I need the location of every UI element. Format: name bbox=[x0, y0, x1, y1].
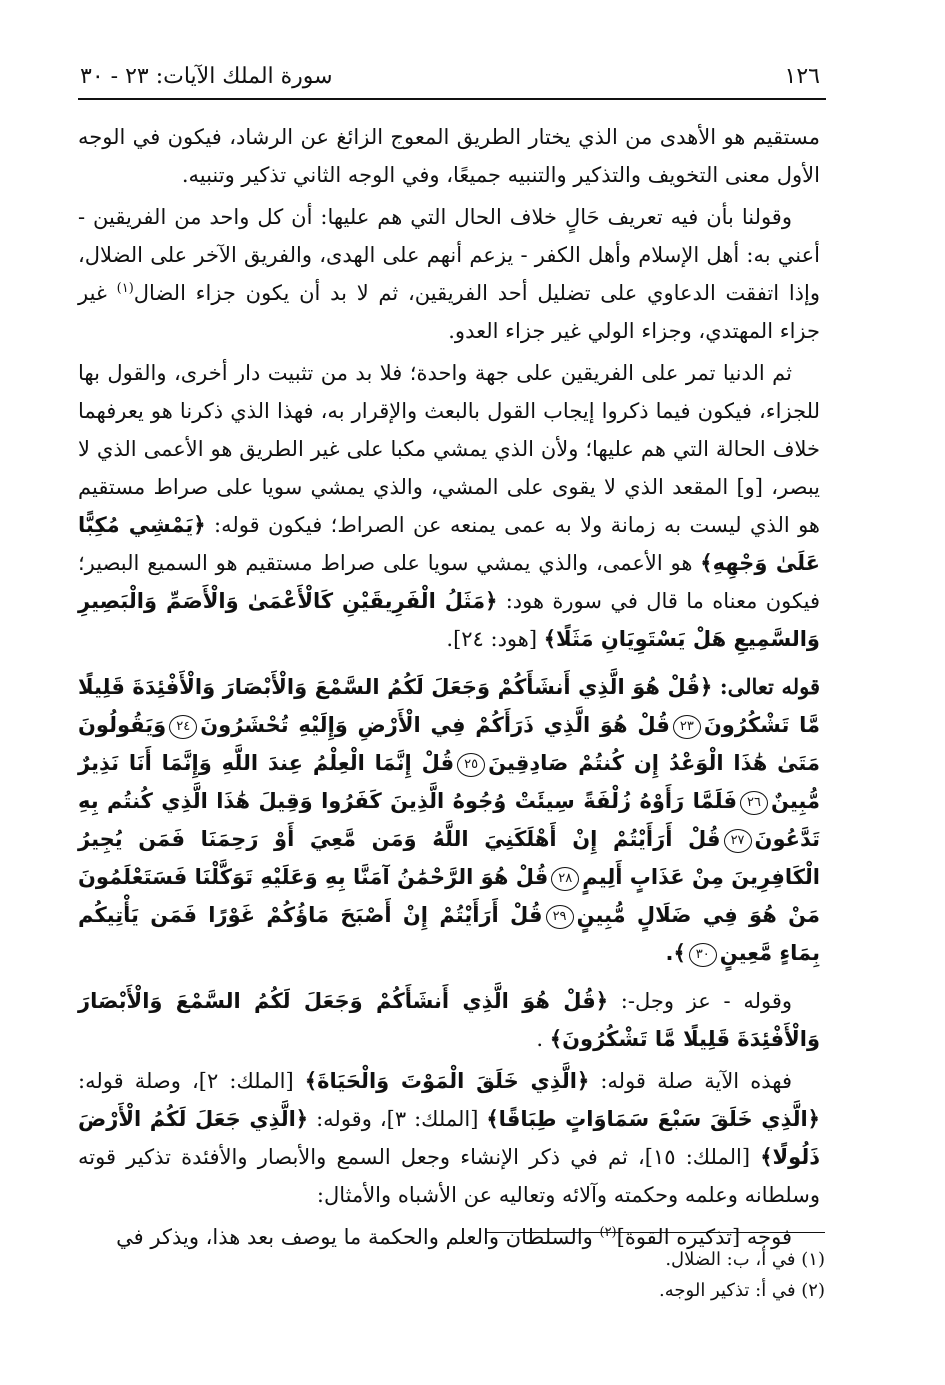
quran-quote: ﴿الَّذِي جَعَلَ لَكُمُ الْأَرْضَ ذَلُولًا﴾ bbox=[78, 1107, 820, 1169]
ayah-number-marker: ٢٧ bbox=[724, 829, 752, 853]
paragraph-3 bbox=[78, 354, 820, 658]
header-rule bbox=[78, 98, 826, 100]
page-header bbox=[80, 58, 820, 94]
quran-verse: قُلْ هُوَ الرَّحْمَٰنُ آمَنَّا بِهِ وَعَلَيْهِ تَوَكَّلْنَا فَسَتَعْلَمُونَ مَنْ هُوَ فِي ضَلَالٍ مُّبِينٍ bbox=[78, 865, 820, 927]
ayah-number-marker: ٢٤ bbox=[169, 715, 197, 739]
quran-reference: [الملك: ٢]، وصلة قوله: bbox=[78, 1069, 305, 1093]
ayah-number-marker: ٢٩ bbox=[546, 905, 574, 929]
paragraph-text: [الملك: ١٥]، ثم في ذكر الإنشاء وجعل السمع والأبصار والأفئدة تذكير قوته وسلطانه وعلمه وحكمته وآلائه وتعاليه عن الأشباه والأمثال: bbox=[78, 1145, 820, 1207]
verse-heading: قوله تعالى: bbox=[712, 674, 820, 699]
footnotes bbox=[125, 1244, 825, 1306]
running-title: سورة الملك الآيات: ٢٣ - ٣٠ bbox=[80, 63, 333, 89]
paragraph-text: والسلطان والعلم والحكمة ما يوصف بعد هذا، ويذكر في bbox=[116, 1225, 600, 1249]
quran-quote: ﴿قُلْ هُوَ الَّذِي أَنشَأَكُمْ وَجَعَلَ لَكُمُ السَّمْعَ وَالْأَبْصَارَ وَالْأَفْئِدَةَ قَلِيلًا مَّا تَشْكُرُونَ﴾ bbox=[78, 989, 820, 1051]
ayah-number-marker: ٢٣ bbox=[673, 715, 701, 739]
quran-verse: وَيَقُولُونَ مَتَىٰ هَٰذَا الْوَعْدُ إِن كُنتُمْ صَادِقِينَ bbox=[78, 713, 820, 775]
footnote-1: (١) في أ، ب: الضلال. bbox=[665, 1249, 825, 1270]
quran-verse: قُلْ أَرَأَيْتُمْ إِنْ أَصْبَحَ مَاؤُكُمْ غَوْرًا فَمَن يَأْتِيكُم بِمَاءٍ مَّعِينٍ bbox=[78, 903, 820, 965]
paragraph-text: مستقيم هو الأهدى من الذي يختار الطريق المعوج الزائغ عن الرشاد، فيكون في الوجه الأول معنى التخويف والتذكير والتنبيه جميعًا، وفي الوجه الثاني تذكير وتنبيه. bbox=[78, 125, 820, 187]
paragraph-verses bbox=[78, 668, 820, 972]
quran-verse: ﴿قُلْ هُوَ الَّذِي أَنشَأَكُمْ وَجَعَلَ لَكُمُ السَّمْعَ وَالْأَبْصَارَ وَالْأَفْئِدَةَ قَلِيلًا مَّا تَشْكُرُونَ bbox=[78, 675, 820, 737]
quran-reference: [هود: ٢٤]. bbox=[446, 627, 544, 651]
quran-quote: ﴿مَثَلُ الْفَرِيقَيْنِ كَالْأَعْمَىٰ وَالْأَصَمِّ وَالْبَصِيرِ وَالسَّمِيعِ هَلْ يَسْتَوِيَانِ مَثَلًا﴾ bbox=[78, 589, 820, 651]
page-number: ١٢٦ bbox=[784, 63, 820, 89]
quran-verse: قُلْ هُوَ الَّذِي ذَرَأَكُمْ فِي الْأَرْضِ وَإِلَيْهِ تُحْشَرُونَ bbox=[200, 713, 670, 737]
paragraph-text: غير جزاء المهتدي، وجزاء الولي غير جزاء العدو. bbox=[78, 281, 820, 343]
footnote-rule bbox=[485, 1232, 825, 1233]
ayah-number-marker: ٢٥ bbox=[457, 753, 485, 777]
paragraph-6 bbox=[78, 1062, 820, 1214]
main-text bbox=[78, 118, 820, 1256]
quran-quote: ﴿الَّذِي خَلَقَ سَبْعَ سَمَاوَاتٍ طِبَاقًا﴾ bbox=[486, 1107, 820, 1131]
quran-quote: ﴿يَمْشِي مُكِبًّا عَلَىٰ وَجْهِهِ﴾ bbox=[78, 513, 820, 575]
ayah-number-marker: ٢٦ bbox=[740, 791, 768, 815]
paragraph-text: فوجه [تذكيره القوة] bbox=[616, 1225, 792, 1249]
footnote-marker-1: (١) bbox=[116, 281, 134, 296]
paragraph-text: هو الأعمى، والذي يمشي سويا على صراط مستقيم هو السميع البصير؛ فيكون معناه ما قال في سورة هود: bbox=[78, 551, 820, 613]
quran-reference: [الملك: ٣]، وقوله: bbox=[308, 1107, 487, 1131]
paragraph-text: ثم الدنيا تمر على الفريقين على جهة واحدة؛ فلا بد من تثبيت دار أخرى، والقول بها للجزاء، فيكون فيما ذكروا إيجاب القول بالبعث والإقرار به، فهذا الذي ذكرنا هو يعرفهما خلاف الحالة التي هم عليها؛ ولأن الذي يمشي مكبا على غير الطريق هو الأعمى الذي لا يبصر، [و] المقعد الذي لا يقوى على المشي، والذي يمشي سويا على صراط مستقيم هو الذي ليست به زمانة ولا به عمى يمنعه عن الصراط؛ فيكون قوله: bbox=[78, 361, 820, 537]
paragraph-text: وقولنا بأن فيه تعريف حَالٍ خلاف الحال التي هم عليها: أن كل واحد من الفريقين - أعني به: أهل الإسلام وأهل الكفر - يزعم أنهم على الهدى، والفريق الآخر على الضلال، وإذا اتفقت الدعاوي على تضليل أحد الفريقين، ثم لا بد أن يكون جزاء الضال bbox=[78, 205, 820, 305]
quran-verse-close: ﴾. bbox=[665, 941, 686, 965]
footnote-marker-2: (٢) bbox=[599, 1225, 617, 1240]
quran-verse: قُلْ إِنَّمَا الْعِلْمُ عِندَ اللَّهِ وَإِنَّمَا أَنَا نَذِيرٌ مُّبِينٌ bbox=[78, 751, 820, 813]
quran-quote: ﴿الَّذِي خَلَقَ الْمَوْتَ وَالْحَيَاةَ﴾ bbox=[304, 1069, 590, 1093]
quran-verse: فَلَمَّا رَأَوْهُ زُلْفَةً سِيئَتْ وُجُوهُ الَّذِينَ كَفَرُوا وَقِيلَ هَٰذَا الَّذِي كُنتُم بِهِ تَدَّعُونَ bbox=[78, 789, 820, 851]
ayah-number-marker: ٢٨ bbox=[551, 867, 579, 891]
paragraph-5 bbox=[78, 982, 820, 1058]
paragraph-1 bbox=[78, 118, 820, 194]
footnote-2: (٢) في أ: تذكير الوجه. bbox=[659, 1280, 825, 1301]
ayah-number-marker: ٣٠ bbox=[689, 943, 717, 967]
paragraph-text: . bbox=[536, 1027, 550, 1051]
paragraph-2 bbox=[78, 198, 820, 350]
paragraph-text: وقوله - عز وجل-: bbox=[608, 989, 792, 1013]
paragraph-text: فهذه الآية صلة قوله: bbox=[589, 1069, 792, 1093]
quran-verse: قُلْ أَرَأَيْتُمْ إِنْ أَهْلَكَنِيَ اللَّهُ وَمَن مَّعِيَ أَوْ رَحِمَنَا فَمَن يُجِيرُ الْكَافِرِينَ مِنْ عَذَابٍ أَلِيمٍ bbox=[78, 827, 820, 889]
